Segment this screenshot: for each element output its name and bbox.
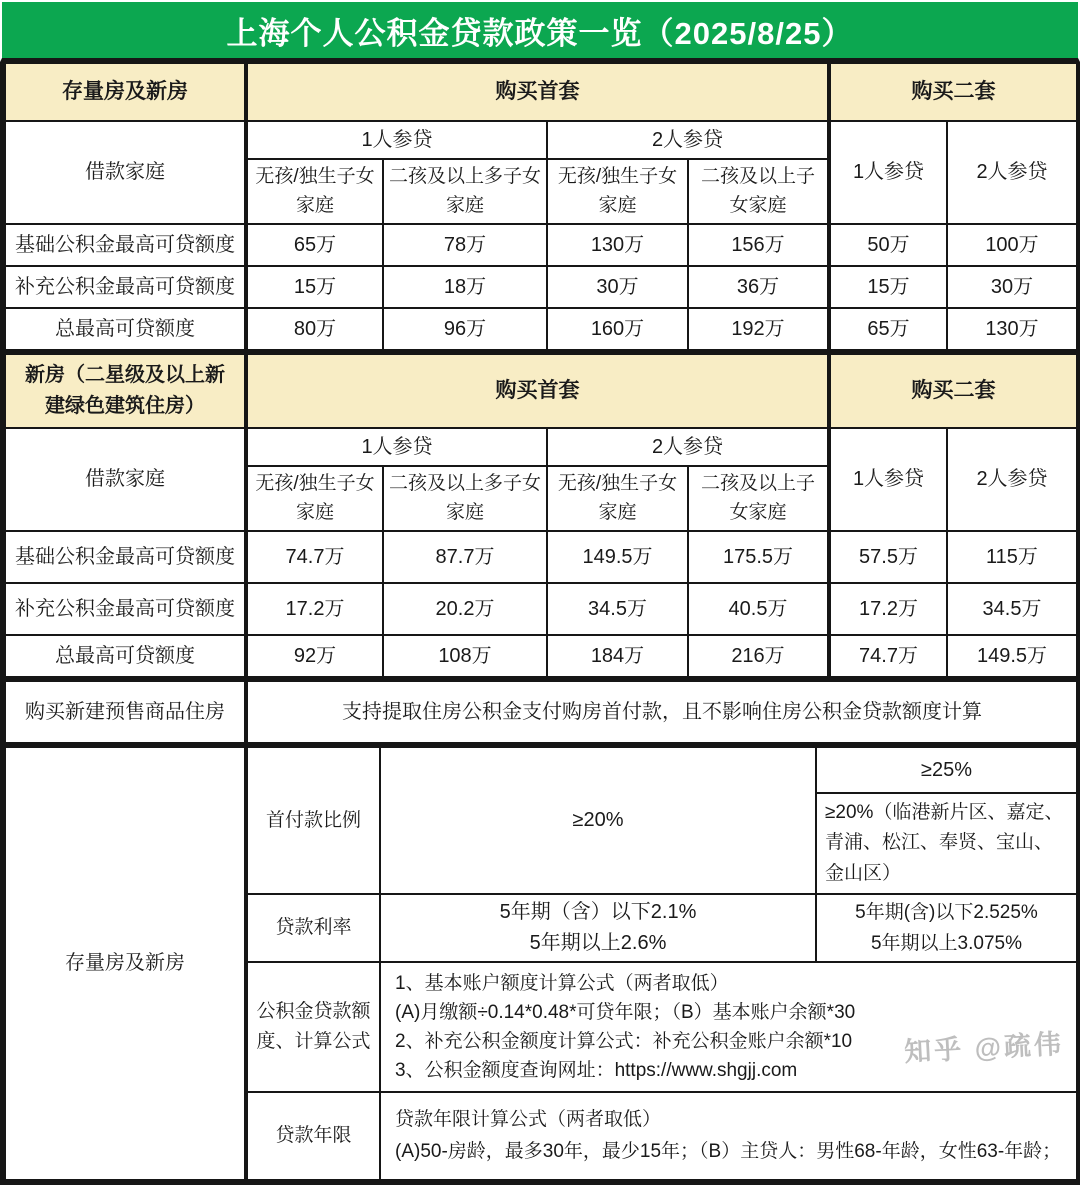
section2-row-total-label: 总最高可贷额度	[5, 635, 246, 677]
quota-formula-label: 公积金贷款额度、计算公式	[246, 962, 380, 1092]
section1-subheader-multi-child-1p: 二孩及以上多子女家庭	[383, 159, 547, 224]
section1-subheader-multi-child-2p: 二孩及以上子女家庭	[688, 159, 829, 224]
section2-subheader-multi-child-1p: 二孩及以上多子女家庭	[383, 466, 547, 531]
table-cell: 30万	[547, 266, 688, 308]
loan-rate-second-home	[816, 894, 1077, 962]
table-cell: 108万	[383, 635, 547, 677]
policy-table-wrap	[0, 62, 1080, 1185]
existing-homes-limits-table	[4, 62, 1078, 351]
section1-subheader-no-child-1p: 无孩/独生子女家庭	[246, 159, 383, 224]
section2-borrower-label: 借款家庭	[5, 428, 246, 531]
down-payment-first-home: ≥20%	[380, 746, 816, 894]
section1-subheader-no-child-2p: 无孩/独生子女家庭	[547, 159, 688, 224]
table-cell: 34.5万	[547, 583, 688, 635]
table-cell: 15万	[246, 266, 383, 308]
table-cell: 50万	[829, 224, 947, 266]
section2-row-supplement-label: 补充公积金最高可贷额度	[5, 583, 246, 635]
section2-two-person-header: 2人参贷	[547, 428, 829, 466]
presale-homes-table	[4, 678, 1078, 744]
down-payment-second-home-general: ≥25%	[816, 746, 1077, 793]
table-cell: 192万	[688, 308, 829, 350]
section2-category-header: 新房（二星级及以上新建绿色建筑住房）	[5, 353, 246, 428]
section1-second-one-person-header: 1人参贷	[829, 121, 947, 224]
zhihu-watermark: 知乎 @疏伟	[903, 1028, 1065, 1068]
table-cell: 74.7万	[246, 531, 383, 583]
down-payment-label: 首付款比例	[246, 746, 380, 894]
quota-formula-line4: 3、公积金额度查询网址：https://www.shgjj.com	[395, 1059, 798, 1081]
policy-details-table	[4, 744, 1078, 1181]
section1-category-header: 存量房及新房	[5, 63, 246, 121]
loan-rate-second-home-line2: 5年期以上3.075%	[870, 932, 1022, 954]
policy-category-label: 存量房及新房	[5, 746, 246, 1180]
section2-subheader-multi-child-2p: 二孩及以上子女家庭	[688, 466, 829, 531]
table-cell: 17.2万	[246, 583, 383, 635]
table-cell: 18万	[383, 266, 547, 308]
section2-row-basic-label: 基础公积金最高可贷额度	[5, 531, 246, 583]
table-cell: 184万	[547, 635, 688, 677]
loan-term-label: 贷款年限	[246, 1092, 380, 1180]
table-cell: 36万	[688, 266, 829, 308]
section1-row-basic-label: 基础公积金最高可贷额度	[5, 224, 246, 266]
section1-borrower-label: 借款家庭	[5, 121, 246, 224]
loan-term-line2: (A)50-房龄，最多30年，最少15年；（B）主贷人：男性68-年龄，女性63-年龄；	[395, 1140, 1062, 1162]
new-green-homes-limits-table	[4, 351, 1078, 678]
section1-one-person-header: 1人参贷	[246, 121, 547, 159]
section2-one-person-header: 1人参贷	[246, 428, 547, 466]
table-cell: 80万	[246, 308, 383, 350]
table-cell: 149.5万	[947, 635, 1077, 677]
section2-second-home-header: 购买二套	[829, 353, 1077, 428]
section2-second-one-person-header: 1人参贷	[829, 428, 947, 531]
table-cell: 78万	[383, 224, 547, 266]
loan-term-line1: 贷款年限计算公式（两者取低）	[395, 1108, 662, 1130]
title-bar	[0, 0, 1080, 62]
page-title: 上海个人公积金贷款政策一览（2025/8/25）	[226, 15, 854, 51]
section2-second-two-person-header: 2人参贷	[947, 428, 1077, 531]
section2-subheader-no-child-1p: 无孩/独生子女家庭	[246, 466, 383, 531]
quota-formula-line1: 1、基本账户额度计算公式（两者取低）	[395, 972, 729, 994]
table-cell: 74.7万	[829, 635, 947, 677]
table-cell: 130万	[547, 224, 688, 266]
table-cell: 100万	[947, 224, 1077, 266]
table-cell: 96万	[383, 308, 547, 350]
loan-rate-first-home-line1: 5年期（含）以下2.1%	[499, 900, 697, 923]
table-cell: 65万	[246, 224, 383, 266]
loan-rate-first-home-line2: 5年期以上2.6%	[529, 931, 667, 954]
table-cell: 30万	[947, 266, 1077, 308]
section1-two-person-header: 2人参贷	[547, 121, 829, 159]
table-cell: 65万	[829, 308, 947, 350]
loan-rate-second-home-line1: 5年期(含)以下2.525%	[855, 901, 1038, 923]
table-cell: 160万	[547, 308, 688, 350]
presale-label: 购买新建预售商品住房	[5, 680, 246, 743]
table-cell: 17.2万	[829, 583, 947, 635]
loan-term-content	[380, 1092, 1077, 1180]
table-cell: 175.5万	[688, 531, 829, 583]
section1-first-home-header: 购买首套	[246, 63, 829, 121]
section2-subheader-no-child-2p: 无孩/独生子女家庭	[547, 466, 688, 531]
table-cell: 216万	[688, 635, 829, 677]
loan-rate-first-home	[380, 894, 816, 962]
table-cell: 34.5万	[947, 583, 1077, 635]
table-cell: 149.5万	[547, 531, 688, 583]
table-cell: 156万	[688, 224, 829, 266]
table-cell: 57.5万	[829, 531, 947, 583]
section1-second-two-person-header: 2人参贷	[947, 121, 1077, 224]
table-cell: 87.7万	[383, 531, 547, 583]
section1-row-total-label: 总最高可贷额度	[5, 308, 246, 350]
table-cell: 20.2万	[383, 583, 547, 635]
presale-value: 支持提取住房公积金支付购房首付款，且不影响住房公积金贷款额度计算	[246, 680, 1077, 743]
section1-row-supplement-label: 补充公积金最高可贷额度	[5, 266, 246, 308]
down-payment-second-home-districts: ≥20%（临港新片区、嘉定、青浦、松江、奉贤、宝山、金山区）	[816, 793, 1077, 894]
table-cell: 92万	[246, 635, 383, 677]
quota-formula-line3: 2、补充公积金额度计算公式：补充公积金账户余额*10	[395, 1030, 853, 1052]
section2-first-home-header: 购买首套	[246, 353, 829, 428]
loan-rate-label: 贷款利率	[246, 894, 380, 962]
table-cell: 130万	[947, 308, 1077, 350]
table-cell: 40.5万	[688, 583, 829, 635]
quota-formula-line2: (A)月缴额÷0.14*0.48*可贷年限；（B）基本账户余额*30	[395, 1001, 856, 1023]
table-cell: 15万	[829, 266, 947, 308]
section1-second-home-header: 购买二套	[829, 63, 1077, 121]
table-cell: 115万	[947, 531, 1077, 583]
